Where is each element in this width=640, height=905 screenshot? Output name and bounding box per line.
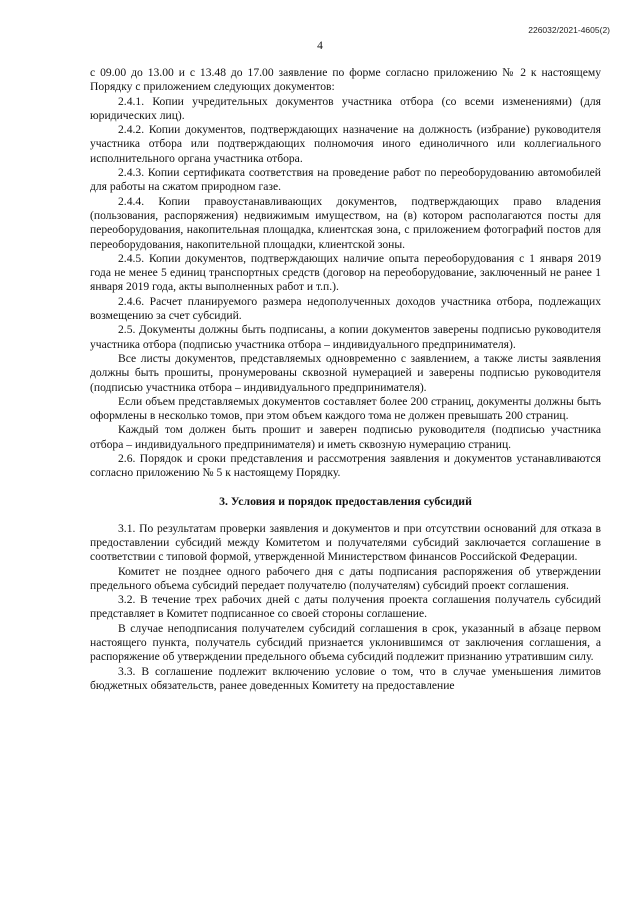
document-body [90, 66, 601, 693]
document-id: 226032/2021-4605(2) [528, 25, 610, 35]
paragraph: Все листы документов, представляемых одновременно с заявлением, а также листы заявления должны быть прошиты, пронумерованы сквозной нумерацией и заверены подписью руководителя (подписью участника отбора – индивидуального предпринимателя). [90, 351, 601, 394]
paragraph: Комитет не позднее одного рабочего дня с даты подписания распоряжения об утверждении предельного объема субсидий передает получателю (получателям) субсидий проект соглашения. [90, 564, 601, 592]
paragraph: 3.1. По результатам проверки заявления и документов и при отсутствии оснований для отказа в предоставлении субсидий между Комитетом и получателями субсидий заключается соглашение в соответствии с типовой формой, утвержденной Министерством финансов Российской Федерации. [90, 521, 601, 564]
paragraph: 2.5. Документы должны быть подписаны, а копии документов заверены подписью руководителя участника отбора (подписью участника отбора – индивидуального предпринимателя). [90, 323, 601, 351]
paragraph: 2.4.4. Копии правоустанавливающих документов, подтверждающих право владения (пользования, распоряжения) недвижимым имуществом, на (в) котором располагаются посты для переоборудования, накопительная площадка, клиентская зона, с приложением фотографий постов для переоборудования, накопительной площадки, клиентской зоны. [90, 194, 601, 251]
paragraph: 2.6. Порядок и сроки представления и рассмотрения заявления и документов устанавливаются согласно приложению № 5 к настоящему Порядку. [90, 452, 601, 480]
paragraph: 3.2. В течение трех рабочих дней с даты получения проекта соглашения получатель субсидий представляет в Комитет подписанное со своей стороны соглашение. [90, 593, 601, 621]
paragraph: 3.3. В соглашение подлежит включению условие о том, что в случае уменьшения лимитов бюджетных обязательств, ранее доведенных Комитету на предоставление [90, 664, 601, 692]
paragraph: Каждый том должен быть прошит и заверен подписью руководителя (подписью участника отбора – индивидуального предпринимателя) и иметь сквозную нумерацию страниц. [90, 423, 601, 451]
page-number: 4 [317, 40, 323, 52]
paragraph: 2.4.5. Копии документов, подтверждающих наличие опыта переоборудования с 1 января 2019 года не менее 5 единиц транспортных средств (договор на переоборудование, заключенный не ранее 1 января 2019 года, акты выполненных работ и т.п.). [90, 251, 601, 294]
paragraph: 2.4.1. Копии учредительных документов участника отбора (со всеми изменениями) (для юридических лиц). [90, 94, 601, 122]
paragraph: 2.4.2. Копии документов, подтверждающих назначение на должность (избрание) руководителя участника отбора или подтверждающих полномочия иного единоличного или коллегиального исполнительного органа участника отбора. [90, 123, 601, 165]
paragraph: 2.4.3. Копии сертификата соответствия на проведение работ по переоборудованию автомобилей для работы на сжатом природном газе. [90, 166, 601, 194]
paragraph: с 09.00 до 13.00 и с 13.48 до 17.00 заявление по форме согласно приложению № 2 к настоящему Порядку с приложением следующих документов: [90, 66, 601, 94]
paragraph: В случае неподписания получателем субсидий соглашения в срок, указанный в абзаце первом настоящего пункта, получатель субсидий признается уклонившимся от заключения соглашения, а распоряжение об утверждении предельного объема субсидий подлежит признанию утратившим силу. [90, 621, 601, 664]
paragraph: Если объем представляемых документов составляет более 200 страниц, документы должны быть оформлены в несколько томов, при этом объем каждого тома не должен превышать 200 страниц. [90, 394, 601, 423]
paragraph: 2.4.6. Расчет планируемого размера недополученных доходов участника отбора, подлежащих возмещению за счет субсидий. [90, 294, 601, 323]
section-title: 3. Условия и порядок предоставления субсидий [219, 493, 472, 508]
